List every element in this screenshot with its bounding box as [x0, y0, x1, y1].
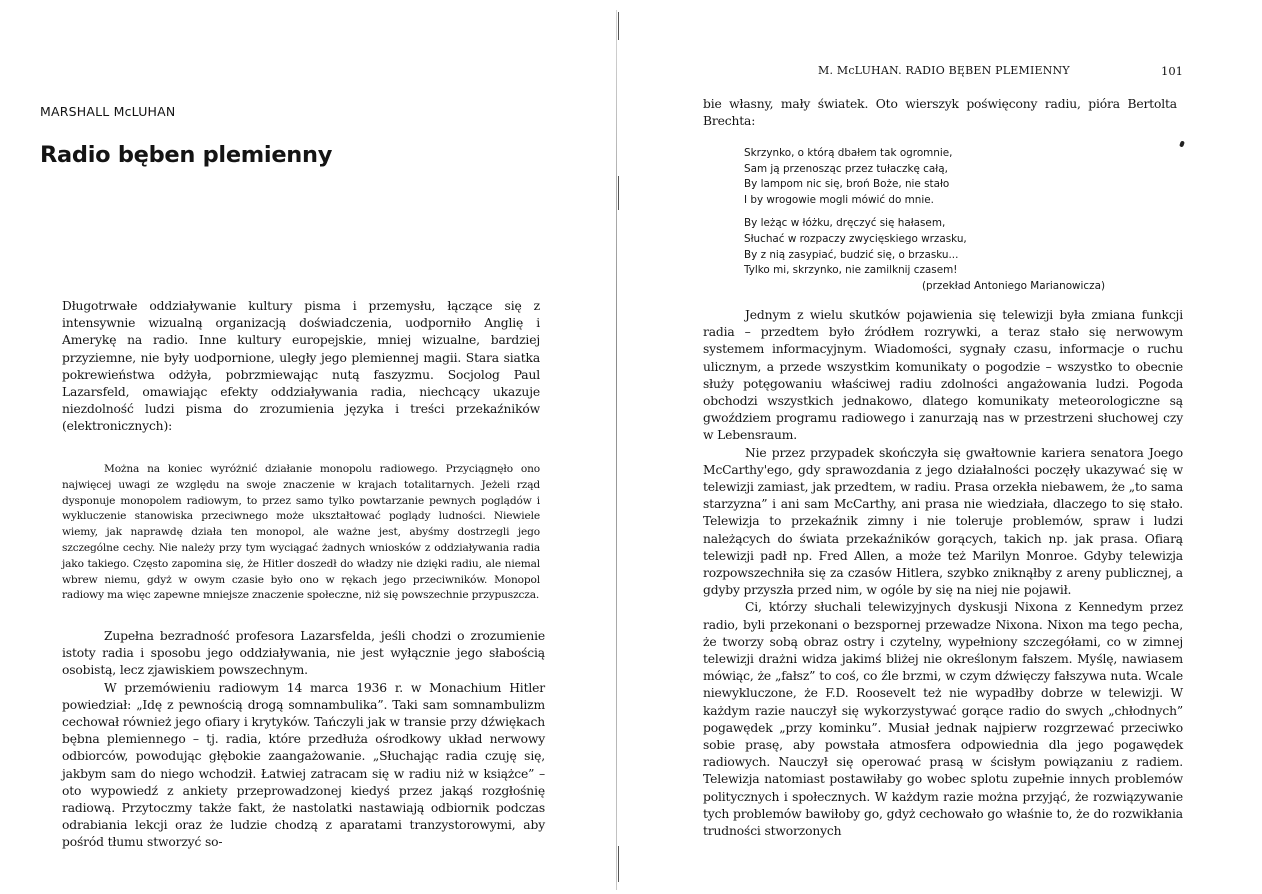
- poem-stanza: [744, 216, 1104, 294]
- poem-line: By lampom nic się, broń Boże, nie stało: [744, 178, 950, 191]
- poem-stanza: [744, 146, 1104, 208]
- paragraph: Zupełna bezradność profesora Lazarsfelda, jeśli chodzi o zrozumienie istoty radia i sposobu jego oddziaływania, nie jest wyłącznie jego słabością osobistą, lecz zjawiskiem powszechnym.: [62, 629, 545, 678]
- poem-line: I by wrogowie mogli mówić do mnie.: [744, 193, 934, 206]
- left-page: [0, 0, 615, 894]
- paragraph: Nie przez przypadek skończyła się gwałtownie kariera senatora Joego McCarthy'ego, gdy sprawozdania z jego działalności poczęły ukazywać się w telewizji zamiast, jak przedtem, w radiu. Prasa orzekła niebawem, że „to sama starzyzna” i ani sam McCarthy, ani prasa nie wiedziała, dlaczego to się stało. Telewizja to przekaźnik zimny i nie toleruje problemów, spraw i ludzi należących do świata przekaźników gorących, takich np. jak prasa. Ofiarą telewizji padł np. Fred Allen, a może też Marilyn Monroe. Gdyby telewizja rozpowszechniła się za czasów Hitlera, szybko zniknąłby z areny publicznej, a gdyby przyszła przed nim, w ogóle by się na niej nie pojawił.: [703, 445, 1183, 598]
- block-quote: [62, 462, 540, 604]
- poem: [744, 146, 1104, 302]
- poem-line: Słuchać w rozpaczy zwycięskiego wrzasku,: [744, 232, 967, 245]
- quote-paragraph: Można na koniec wyróżnić działanie monopolu radiowego. Przyciągnęło ono najwięcej uwagi ze względu na swoje znaczenie w krajach totalitarnych. Jeżeli rząd dysponuje monopolem radiowym, to przez samo tylko powtarzanie pewnych poglądów i wykluczenie stanowiska przeciwnego może ukształtować poglądy ludności. Niewiele wiemy, jak naprawdę działa ten monopol, ale ważne jest, abyśmy dostrzegli jego szczególne cechy. Nie należy przy tym wyciągać żadnych wniosków z oddziaływania radia jako takiego. Często zapomina się, że Hitler doszedł do władzy nie dzięki radiu, ale niemal wbrew niemu, gdyż w owym czasie było ono w rękach jego przeciwników. Monopol radiowy ma więc zapewne mniejsze znaczenie społeczne, niż się powszechnie przypuszcza.: [62, 463, 540, 602]
- continued-text: [703, 96, 1177, 130]
- continued-paragraph: bie własny, mały światek. Oto wierszyk poświęcony radiu, pióra Bertolta Brechta:: [703, 97, 1177, 129]
- gutter-mark: [618, 176, 619, 210]
- paragraph: Ci, którzy słuchali telewizyjnych dyskusji Nixona z Kennedym przez radio, byli przekonani o bezspornej przewadze Nixona. Nixon ma tego pecha, że tworzy sobą obraz ostry i czytelny, wypełniony szczegółami, co w zimnej telewizji drażni widza jakimś bliżej nie określonym fałszem. Myślę, nawiasem mówiąc, że „fałsz” to coś, co źle brzmi, w czym dźwięczy fałszywa nuta. Wcale niewykluczone, że F.D. Roosevelt też nie wypadłby dobrze w telewizji. W każdym razie nauczył się wykorzystywać gorące radio do swych „chłodnych” pogawędek „przy kominku”. Musiał jednak najpierw rozgrzewać przeciwko sobie prasę, aby powstała atmosfera odpowiednia dla jego pogawędek radiowych. Nauczył się operować prasą w ścisłym powiązaniu z radiem. Telewizja natomiast postawiłaby go wobec splotu zupełnie innych problemów politycznych i społecznych. W każdym razie można przyjąć, że rozwiązywanie tych problemów bawiłoby go, gdyż cechowało go właśnie to, że do rozwikłania trudności stworzonych: [703, 600, 1183, 839]
- intro-paragraph: Długotrwałe oddziaływanie kultury pisma i przemysłu, łączące się z intensywnie wizualną organizacją doświadczenia, uodporniło Anglię i Amerykę na radio. Inne kultury europejskie, mniej wizualne, bardziej przyziemne, nie były uodpornione, uległy jego plemiennej magii. Stara siatka pokrewieństwa odżyła, pobrzmiewając nutą faszyzmu. Socjolog Paul Lazarsfeld, omawiając efekty oddziaływania radia, niechcący ukazuje niezdolność ludzi pisma do zrozumienia języka i treści przekaźników (elektronicznych):: [62, 299, 540, 434]
- right-body: [703, 307, 1183, 840]
- paragraph: Jednym z wielu skutków pojawienia się telewizji była zmiana funkcji radia – przedtem było źródłem rozrywki, a teraz stało się nerwowym systemem informacyjnym. Wiadomości, sygnały czasu, informacje o ruchu ulicznym, a przede wszystkim komunikaty o pogodzie – wszystko to obecnie służy potęgowaniu właściwej radiu zdolności angażowania ludzi. Pogoda obchodzi wszystkich jednakowo, dlatego komunikaty meteorologiczne są gwoździem programu radiowego i zanurzają nas w przestrzeni słuchowej czy w Lebensraum.: [703, 308, 1183, 443]
- poem-line: Tylko mi, skrzynko, nie zamilknij czasem!: [744, 264, 958, 277]
- left-body: [62, 628, 545, 852]
- paragraph: W przemówieniu radiowym 14 marca 1936 r. w Monachium Hitler powiedział: „Idę z pewnością drogą somnambulika”. Taki sam somnambulizm cechował również jego ofiary i krytyków. Tańczyli jak w transie przy dźwiękach bębna plemiennego – tj. radia, które przedłuża ośrodkowy układ nerwowy odbiorców, powodując głębokie zaangażowanie. „Słuchając radia czuję się, jakbym sam do niego wchodził. Łatwiej zatracam się w radiu niż w książce” – oto wypowiedź z ankiety przeprowadzonej kiedyś przez jakąś rozgłośnię radiową. Przytoczmy także fakt, że nastolatki nastawiają odbiornik podczas odrabiania lekcji oraz że ludzie chodzą z aparatami tranzystorowymi, aby pośród tłumu stworzyć so-: [62, 680, 545, 850]
- book-gutter: [616, 10, 617, 890]
- gutter-mark: [618, 846, 619, 882]
- poem-line: Sam ją przenosząc przez tułaczkę całą,: [744, 162, 948, 175]
- article-title: Radio bęben plemienny: [40, 142, 333, 168]
- poem-line: By z nią zasypiać, budzić się, o brzasku...: [744, 248, 959, 261]
- page-number: 101: [1161, 64, 1183, 78]
- running-head: M. McLUHAN. RADIO BĘBEN PLEMIENNY: [818, 64, 1070, 77]
- poem-line: Skrzynko, o którą dbałem tak ogromnie,: [744, 147, 953, 159]
- poem-translation-credit: (przekład Antoniego Marianowicza): [922, 279, 1106, 292]
- intro-section: [62, 298, 540, 436]
- poem-line: By leżąc w łóżku, dręczyć się hałasem,: [744, 217, 946, 230]
- gutter-mark: [618, 12, 619, 40]
- right-page: [620, 0, 1262, 894]
- author-name: MARSHALL McLUHAN: [40, 104, 176, 119]
